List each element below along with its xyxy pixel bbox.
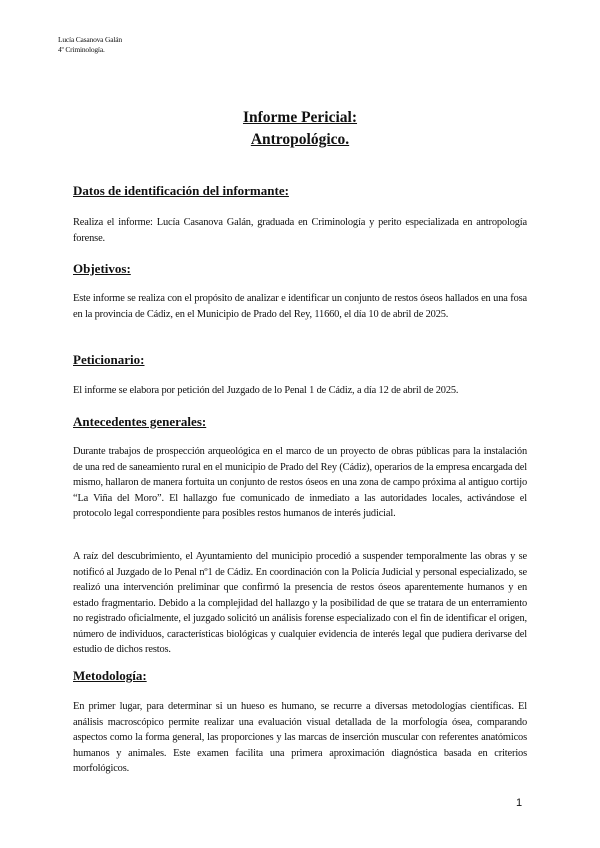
section-paragraph-objetivos: Este informe se realiza con el propósito de analizar e identificar un conjunto de restos óseos hallados en una fosa en la provincia de Cádiz, en el Municipio de Prado del Rey, 11660, el día 10 de abril de 2025. (73, 293, 527, 320)
section-paragraph-informante: Realiza el informe: Lucía Casanova Galán, graduada en Criminología y perito especializada en antropología forense. (73, 217, 527, 244)
section-paragraph-metodologia: En primer lugar, para determinar si un hueso es humano, se recurre a diversas metodologías científicas. El análisis macroscópico permite realizar una evaluación visual detallada de la morfología ósea, comparando aspectos como la forma general, las proporciones y las marcas de inserción muscular con referentes anatómicos humanos y animales. Este examen facilita una primera aproximación diagnóstica basada en criterios morfológicos. (73, 701, 527, 774)
section-paragraph-antecedentes-1: Durante trabajos de prospección arqueológica en el marco de un proyecto de obras públicas para la instalación de una red de saneamiento rural en el municipio de Prado del Rey (Cádiz), operarios de la empresa encargada del mismo, hallaron de manera fortuita un conjunto de restos óseos en una zona de campo próxima al antiguo cortijo “La Viña del Moro”. El hallazgo fue comunicado de inmediato a las autoridades locales, activándose el protocolo legal correspondiente para posibles restos humanos de interés judicial. (73, 446, 528, 519)
page-number: 1 (516, 797, 523, 809)
document-title-line2: Antropológico. (250, 131, 350, 148)
section-heading-metodologia: Metodología: (73, 668, 147, 683)
document-title-line1: Informe Pericial: (242, 109, 358, 126)
section-heading-informante: Datos de identificación del informante: (73, 183, 289, 198)
section-paragraph-antecedentes-2: A raíz del descubrimiento, el Ayuntamiento del municipio procedió a suspender temporalmente las obras y se notificó al Juzgado de lo Penal nº1 de Cádiz. En coordinación con la Policía Judicial y personal especializado, se realizó una intervención preliminar que confirmó la presencia de restos óseos aparentemente humanos y en estado fragmentario. Debido a la complejidad del hallazgo y la posibilidad de que se tratara de un enterramiento no registrado oficialmente, el juzgado solicitó un análisis forense especializado con el fin de identificar el origen, número de individuos, características biológicas y cualquier evidencia de interés legal que pudiera derivarse del estudio de dichos restos. (73, 551, 527, 655)
header-course: 4º Criminología. (58, 45, 105, 54)
section-paragraph-peticionario: El informe se elabora por petición del Juzgado de lo Penal 1 de Cádiz, a día 12 de abril de 2025. (73, 385, 459, 396)
section-heading-peticionario: Peticionario: (73, 352, 145, 367)
section-heading-objetivos: Objetivos: (73, 261, 131, 276)
header-author: Lucía Casanova Galán (58, 35, 122, 44)
section-heading-antecedentes: Antecedentes generales: (73, 414, 207, 429)
